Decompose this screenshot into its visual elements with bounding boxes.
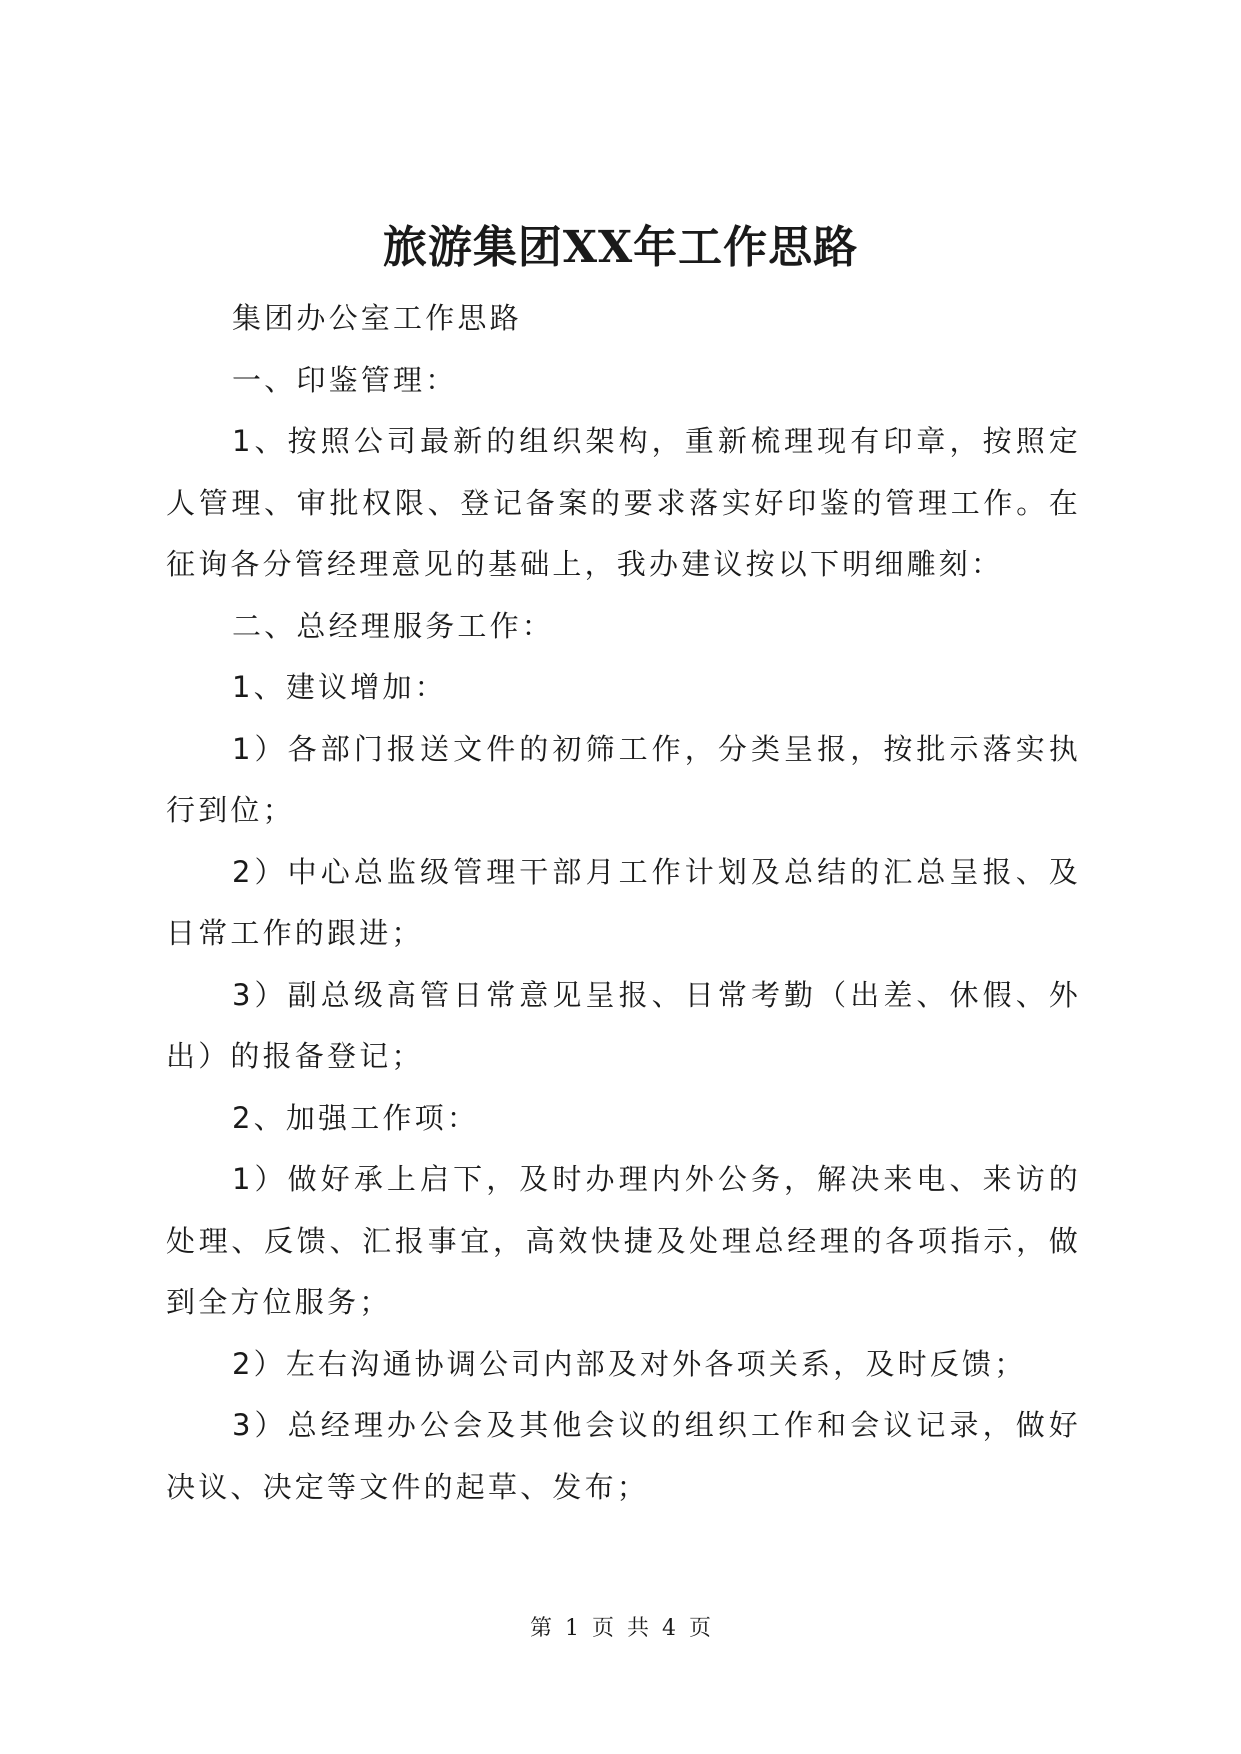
paragraph: 二、总经理服务工作：: [232, 608, 555, 643]
paragraph: 2）中心总监级管理干部月工作计划及总结的汇总呈报、及日常工作的跟进；: [166, 854, 1081, 950]
paragraph: 集团办公室工作思路: [232, 301, 522, 335]
paragraph: 2、加强工作项：: [232, 1100, 480, 1135]
page-footer: 第 1 页 共 4 页: [530, 1616, 711, 1641]
paragraph: 1、按照公司最新的组织架构，重新梳理现有印章，按照定人管理、审批权限、登记备案的要求落实好印鉴的管理工作。在征询各分管经理意见的基础上，我办建议按以下明细雕刻：: [166, 424, 1081, 581]
paragraph: 3）副总级高管日常意见呈报、日常考勤（出差、休假、外出）的报备登记；: [166, 977, 1081, 1073]
document-body: [166, 288, 1081, 1518]
paragraph: 2）左右沟通协调公司内部及对外各项关系，及时反馈；: [232, 1346, 1027, 1381]
document-title: 旅游集团XX年工作思路: [382, 222, 859, 273]
paragraph: 1）做好承上启下，及时办理内外公务，解决来电、来访的处理、反馈、汇报事宜，高效快捷及处理总经理的各项指示，做到全方位服务；: [166, 1162, 1081, 1319]
paragraph: 1、建议增加：: [232, 670, 447, 704]
paragraph: 1）各部门报送文件的初筛工作，分类呈报，按批示落实执行到位；: [166, 731, 1081, 827]
paragraph: 3）总经理办公会及其他会议的组织工作和会议记录，做好决议、决定等文件的起草、发布；: [166, 1408, 1081, 1504]
paragraph: 一、印鉴管理：: [232, 362, 458, 397]
